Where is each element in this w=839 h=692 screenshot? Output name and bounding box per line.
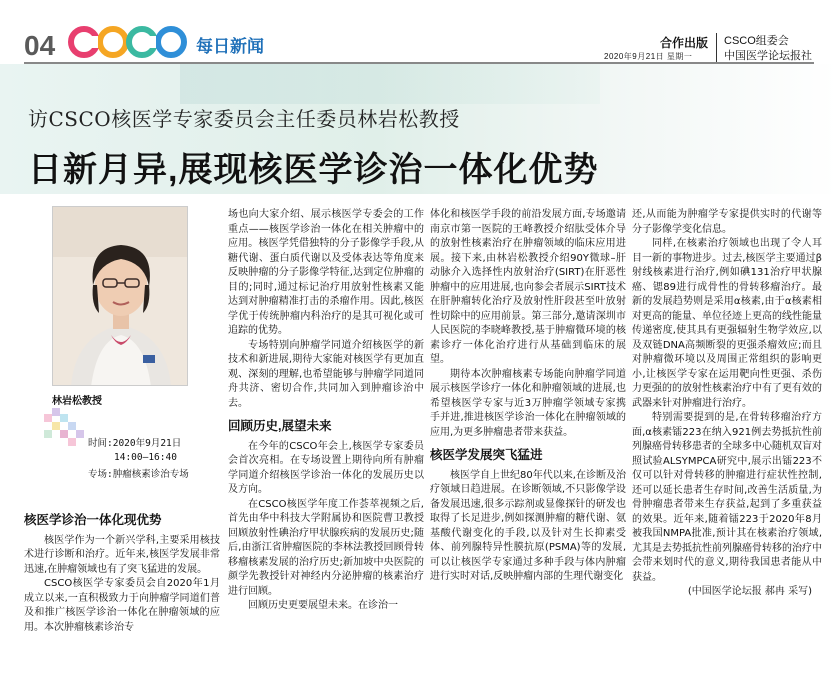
paragraph: 体化和核医学手段的前沿发展方面,专场邀请南京市第一医院的王峰教授介绍肽受体介导的放射性核素治疗在肿瘤领域的临床应用进展。接下来,由林岩松教授介绍90Y微球–肝动脉介入选择性内放射治疗(SIRT)在肝恶性肿瘤中的应用进展,也向参会者展示SIRT技术在肝肿瘤转化治疗及放射性肝段甚至叶放射性切除中的应用前景。第三部分,邀请深圳市人民医院的李晓峰教授,基于肿瘤微环境的核素诊疗一体化治疗进行从基础到临床的展望。 xyxy=(430,209,626,365)
organizer-line-2: 中国医学论坛报社 xyxy=(724,50,812,62)
paragraph: CSCO核医学专家委员会自2020年1月成立以来,一直积极致力于向肿瘤学同道们普及和推广核医学诊治一体化在肿瘤领域的应用。本次肿瘤核素诊治专 xyxy=(24,578,220,633)
column-3 xyxy=(430,208,626,585)
paragraph: 核医学作为一个新兴学科,主要采用核技术进行诊断和治疗。近年来,核医学发展非常迅速,在肿瘤领域也有了突飞猛进的发展。 xyxy=(24,534,220,575)
section-heading-1: 核医学诊治一体化现优势 xyxy=(24,513,162,527)
organizer-block xyxy=(724,34,812,64)
section-title: 每日新闻 xyxy=(196,37,264,56)
article-subtitle: 访CSCO核医学专家委员会主任委员林岩松教授 xyxy=(28,107,460,131)
session-time: 14:00–16:40 xyxy=(114,452,177,463)
article-credit: (中国医学论坛报 郝冉 采写) xyxy=(687,586,812,597)
page-header xyxy=(0,0,839,64)
paragraph: 核医学自上世纪80年代以来,在诊断及治疗领域日趋进展。在诊断领域,不只影像学设备发展迅速,很多示踪剂或显像探针的研发也取得了长足进步,例如探测肿瘤的糖代谢、氨基酸代谢变化的手段,以及针对生长抑素受体、前列腺特异性膜抗原(PSMA)等的发展,可以让核医学专家通过多种手段与体内肿瘤进行实时对话,反映肿瘤内部的生理代谢变化 xyxy=(430,469,626,582)
article-title: 日新月异,展现核医学诊治一体化优势 xyxy=(28,151,599,189)
section-heading-2: 回顾历史,展望未来 xyxy=(228,419,332,433)
publisher-label: 合作出版 xyxy=(660,36,709,50)
paragraph: 场也向大家介绍、展示核医学专委会的工作重点——核医学诊治一体化在相关肿瘤中的应用。核医学凭借独特的分子影像学手段,从糖代谢、蛋白质代谢以及受体表达等角度来反映肿瘤的分子影像学特征,达到定位肿瘤的目的;同时,通过标记治疗用放射性核素又能达到对肿瘤精准打击的杀瘤作用。因此,核医学优于传统肿瘤内科治疗的是其可视化或可追踪的优势。 xyxy=(228,209,424,336)
photo-caption: 林岩松教授 xyxy=(52,396,102,407)
page-number: 04 xyxy=(24,30,56,61)
column-4 xyxy=(632,208,822,600)
csco-logo xyxy=(68,26,188,58)
section-heading-3: 核医学发展突飞猛进 xyxy=(430,448,543,462)
header-divider xyxy=(716,33,717,63)
session-venue: 专场:肿瘤核素诊治专场 xyxy=(88,469,189,480)
column-1 xyxy=(24,513,220,635)
pixel-mosaic-decoration xyxy=(44,408,88,452)
paragraph: 同样,在核素治疗领域也出现了令人耳目一新的事物进步。过去,核医学主要通过β射线核素进行治疗,例如碘131治疗甲状腺癌、锶89进行成骨性的骨转移瘤治疗。最新的发展趋势则是采用α核素,由于α核素相对更高的能量、单位径迹上更高的线性能量传递密度,使其具有更强辐射生物学效应,以及双链DNA高频断裂的更强杀瘤效应;而且对肿瘤微环境以及周围正常组织的影响更小,让核医学专家在运用靶向性更强、杀伤力更强的的放射性核素治疗中有了更有效的武器来针对肿瘤进行治疗。 xyxy=(632,238,822,409)
portrait-illustration xyxy=(53,207,188,386)
paragraph: 回顾历史更要展望未来。在诊治一 xyxy=(248,600,398,611)
portrait-photo xyxy=(52,206,188,386)
paragraph: 特别需要提到的是,在骨转移瘤治疗方面,α核素镭223在纳入921例去势抵抗性前列腺癌骨转移患者的全球多中心随机双盲对照试验ALSYMPCA研究中,展示出镭223不仅可以针对骨转移的肿瘤进行症状性控制,还可以延长患者生存时间,改善生活质量,为骨肿瘤患者带来生存获益,起到了多重获益的效果。近年来,随着镭223于2020年8月被我国NMPA批准,预计其在核素治疗领域,尤其是去势抵抗性前列腺癌骨转移的治疗中会带来划时代的意义,期待我国患者能从中获益。 xyxy=(632,412,822,583)
session-info xyxy=(88,437,189,482)
organizer-line-1: CSCO组委会 xyxy=(724,35,789,47)
session-date: 时间:2020年9月21日 xyxy=(88,438,182,449)
paragraph: 在CSCO核医学年度工作荟萃视频之后,首先由华中科技大学附属协和医院曹卫教授回顾放射性碘治疗甲状腺疾病的发展历史;随后,由浙江省肿瘤医院的李林法教授回顾骨转移瘤核素发展的治疗历史;新加坡中央医院的颜学先教授针对神经内分泌肿瘤的核素治疗进行回顾。 xyxy=(228,498,424,597)
column-2 xyxy=(228,208,424,614)
paragraph: 期待本次肿瘤核素专场能向肿瘤学同道展示核医学诊疗一体化和肿瘤领域的进展,也希望核医学专家与近3万肿瘤学领域专家携手并进,推进核医学诊治一体化在肿瘤领域的应用,为更多肿瘤患者带来获益。 xyxy=(430,368,626,438)
issue-date: 2020年9月21日 星期一 xyxy=(604,52,693,61)
paragraph: 还,从而能为肿瘤学专家提供实时的代谢等分子影像学变化信息。 xyxy=(632,209,822,235)
paragraph: 在今年的CSCO年会上,核医学专家委员会首次亮相。在专场设置上期待向所有肿瘤学同道介绍核医学诊治一体化的发展历史以及方向。 xyxy=(228,440,424,495)
paragraph: 专场特别向肿瘤学同道介绍核医学的新技术和新进展,期待大家能对核医学有更加直观、深刻的理解,也希望能够与肿瘤学同道同舟共济、密切合作,共同加入到肿瘤诊治中去。 xyxy=(228,339,424,409)
